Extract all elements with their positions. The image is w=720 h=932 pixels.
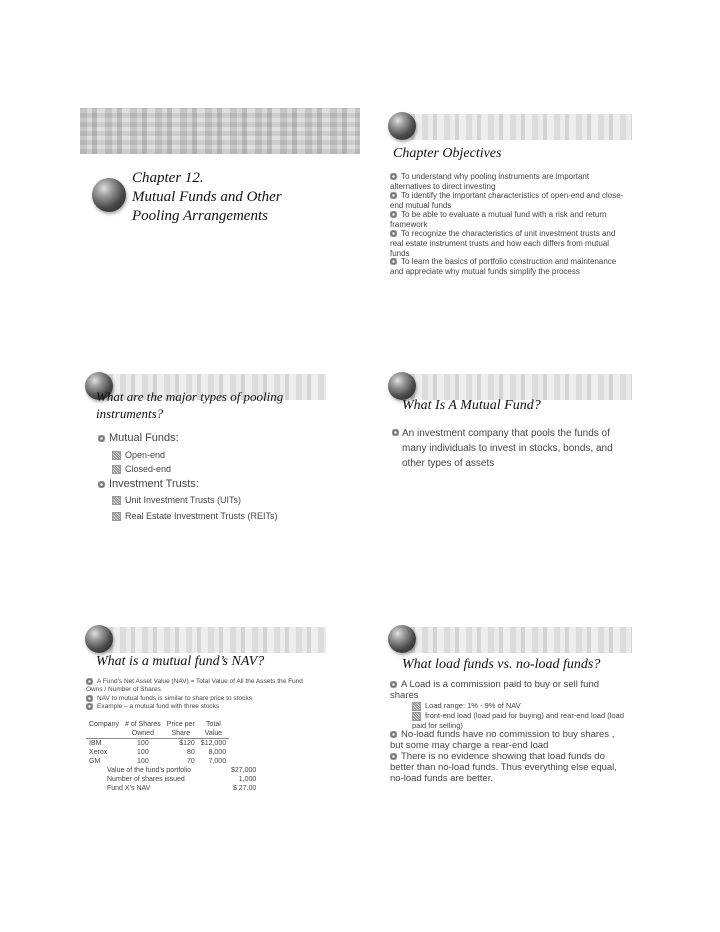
nav-bullet <box>86 678 318 694</box>
objective-item <box>390 191 630 211</box>
nav-summary <box>104 766 259 793</box>
table-cell: 100 <box>137 740 149 747</box>
subtype-label: Unit Investment Trusts (UITs) <box>125 495 242 505</box>
objective-text: To understand why pooling instruments are important alternatives to direct investing <box>390 172 590 191</box>
table-cell: 80 <box>187 749 195 756</box>
nav-bullet <box>86 703 318 711</box>
summary-value: 1,000 <box>238 776 257 783</box>
nav-bullet-text: Example – a mutual fund with three stocks <box>97 703 220 711</box>
nav-bullet <box>86 695 318 703</box>
objective-text: To learn the basics of portfolio construction and maintenance and appreciate why mutual funds simplify the process <box>390 257 617 276</box>
table-cell: $12,000 <box>200 740 227 747</box>
subtype-label: Open-end <box>125 450 166 460</box>
load-bullet-text: A Load is a commission paid to buy or sell fund shares <box>390 679 600 701</box>
summary-value: $ 27.00 <box>232 785 257 792</box>
slide-5-title: What is a mutual fund’s NAV? <box>96 654 265 669</box>
slide-3-title: What are the major types of pooling instruments? <box>96 389 284 421</box>
table-cell: $120 <box>179 740 195 747</box>
nav-table <box>86 720 229 766</box>
table-header-cell <box>86 729 122 739</box>
type-label: Investment Trusts: <box>109 478 199 490</box>
objective-item <box>390 229 630 259</box>
map-banner <box>98 627 326 653</box>
sphere-icon <box>85 625 113 653</box>
load-subbullet-text: front-end load (load paid for buying) and rear-end load (load paid for selling) <box>412 711 624 730</box>
table-row <box>86 739 229 749</box>
subtype-item <box>112 494 241 506</box>
world-map-banner <box>80 108 360 154</box>
slide-4-title: What Is A Mutual Fund? <box>402 398 541 413</box>
table-header-cell: Owned <box>122 729 164 739</box>
load-bullet-text: No-load funds have no commission to buy shares , but some may charge a rear-end load <box>390 729 615 751</box>
table-header-cell: Company <box>89 721 119 728</box>
summary-label: Fund X’s NAV <box>107 785 151 792</box>
definition-text <box>392 426 634 471</box>
type-item <box>98 478 199 491</box>
table-row <box>86 757 229 766</box>
summary-label: Number of shares issued <box>107 776 185 783</box>
nav-bullet-text: A Fund’s Net Asset Value (NAV) = Total Value of All the Assets the Fund Owns / Number of Shares <box>86 678 303 694</box>
load-bullet-text: There is no evidence showing that load funds do better than no-load funds. Thus everything else equal, no-load funds are better. <box>390 751 617 784</box>
table-header-cell: Value <box>198 729 229 739</box>
table-row <box>86 748 229 757</box>
table-cell: GM <box>89 758 101 765</box>
load-bullet <box>390 751 626 784</box>
objective-text: To be able to evaluate a mutual fund with a risk and return framework <box>390 210 607 229</box>
objective-item <box>390 210 630 230</box>
summary-value: $27,000 <box>231 767 257 774</box>
summary-row <box>104 775 259 784</box>
definition-body: An investment company that pools the funds of many individuals to invest in stocks, bonds, and other types of assets <box>402 428 613 469</box>
slide-1-title-line-2: Mutual Funds and Other <box>132 189 282 205</box>
table-cell: IBM <box>89 740 102 747</box>
type-label: Mutual Funds: <box>109 432 179 444</box>
table-header-cell: Share <box>164 729 198 739</box>
table-cell: 7,000 <box>208 758 227 765</box>
sphere-icon <box>388 372 416 400</box>
load-subbullet <box>412 701 626 711</box>
table-cell: Xerox <box>89 749 108 756</box>
load-bullet <box>390 679 626 701</box>
subtype-item <box>112 449 165 461</box>
summary-row <box>104 766 259 775</box>
subtype-label: Real Estate Investment Trusts (REITs) <box>125 511 278 521</box>
map-banner <box>400 374 632 400</box>
nav-bullet-text: NAV to mutual funds is similar to share price to stocks <box>97 695 252 703</box>
subtype-item <box>112 463 171 475</box>
map-banner <box>400 627 632 653</box>
objective-text: To identify the important characteristics of open-end and close-end mutual funds <box>390 191 624 210</box>
table-header-row <box>86 720 229 729</box>
slide-6-title: What load funds vs. no-load funds? <box>402 657 601 672</box>
table-cell: 8,000 <box>208 749 227 756</box>
table-cell: 100 <box>137 749 149 756</box>
objective-item <box>390 172 630 192</box>
slide-1-title-line-1: Chapter 12. <box>132 170 204 186</box>
subtype-item <box>112 510 278 522</box>
table-header-row <box>86 729 229 739</box>
sphere-icon <box>388 112 416 140</box>
sphere-icon <box>92 178 126 212</box>
table-header-cell: # of Shares <box>124 721 161 728</box>
sphere-icon <box>388 625 416 653</box>
table-header-cell: Price per <box>166 721 195 728</box>
subtype-label: Closed-end <box>125 464 172 474</box>
map-banner <box>400 114 632 140</box>
load-subbullet-text: Load range: 1% - 9% of NAV <box>425 701 521 710</box>
table-cell: 70 <box>187 758 195 765</box>
slide-1-title-line-3: Pooling Arrangements <box>132 208 268 224</box>
table-header-cell: Total <box>206 721 221 728</box>
load-bullet <box>390 729 626 751</box>
slide-2-title: Chapter Objectives <box>393 146 502 161</box>
summary-label: Value of the fund’s portfolio <box>107 767 192 774</box>
type-item <box>98 432 179 445</box>
table-cell: 100 <box>137 758 149 765</box>
objective-text: To recognize the characteristics of unit investment trusts and real estate instrument trusts and how each differs from mutual funds <box>390 229 616 258</box>
load-subbullet <box>412 711 626 730</box>
summary-row <box>104 784 259 793</box>
objective-item <box>390 257 630 277</box>
